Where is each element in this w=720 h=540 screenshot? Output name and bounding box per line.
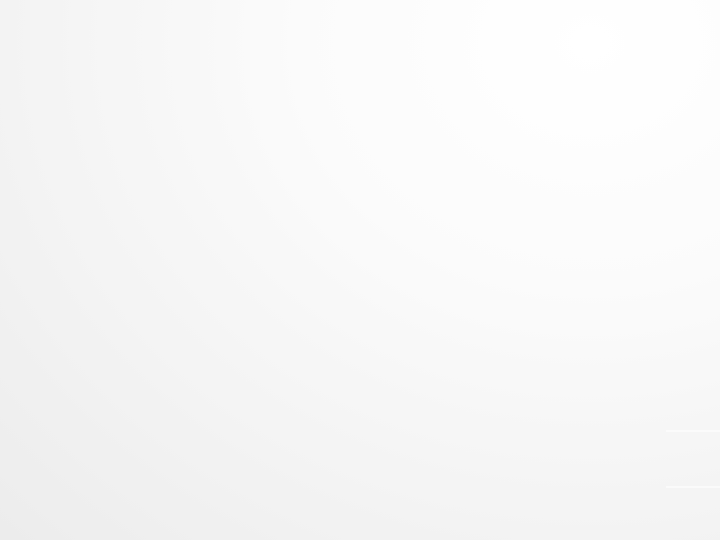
bullet-list (0, 130, 660, 322)
list-item (0, 162, 660, 194)
band-accent-segment (666, 432, 720, 487)
band-dark-segment (666, 0, 720, 432)
list-item (0, 130, 660, 162)
decorative-side-band (666, 0, 720, 540)
list-item (0, 258, 660, 290)
list-item (0, 226, 660, 258)
list-item (0, 194, 660, 226)
band-bottom-segment (666, 487, 720, 540)
list-item (0, 290, 660, 322)
